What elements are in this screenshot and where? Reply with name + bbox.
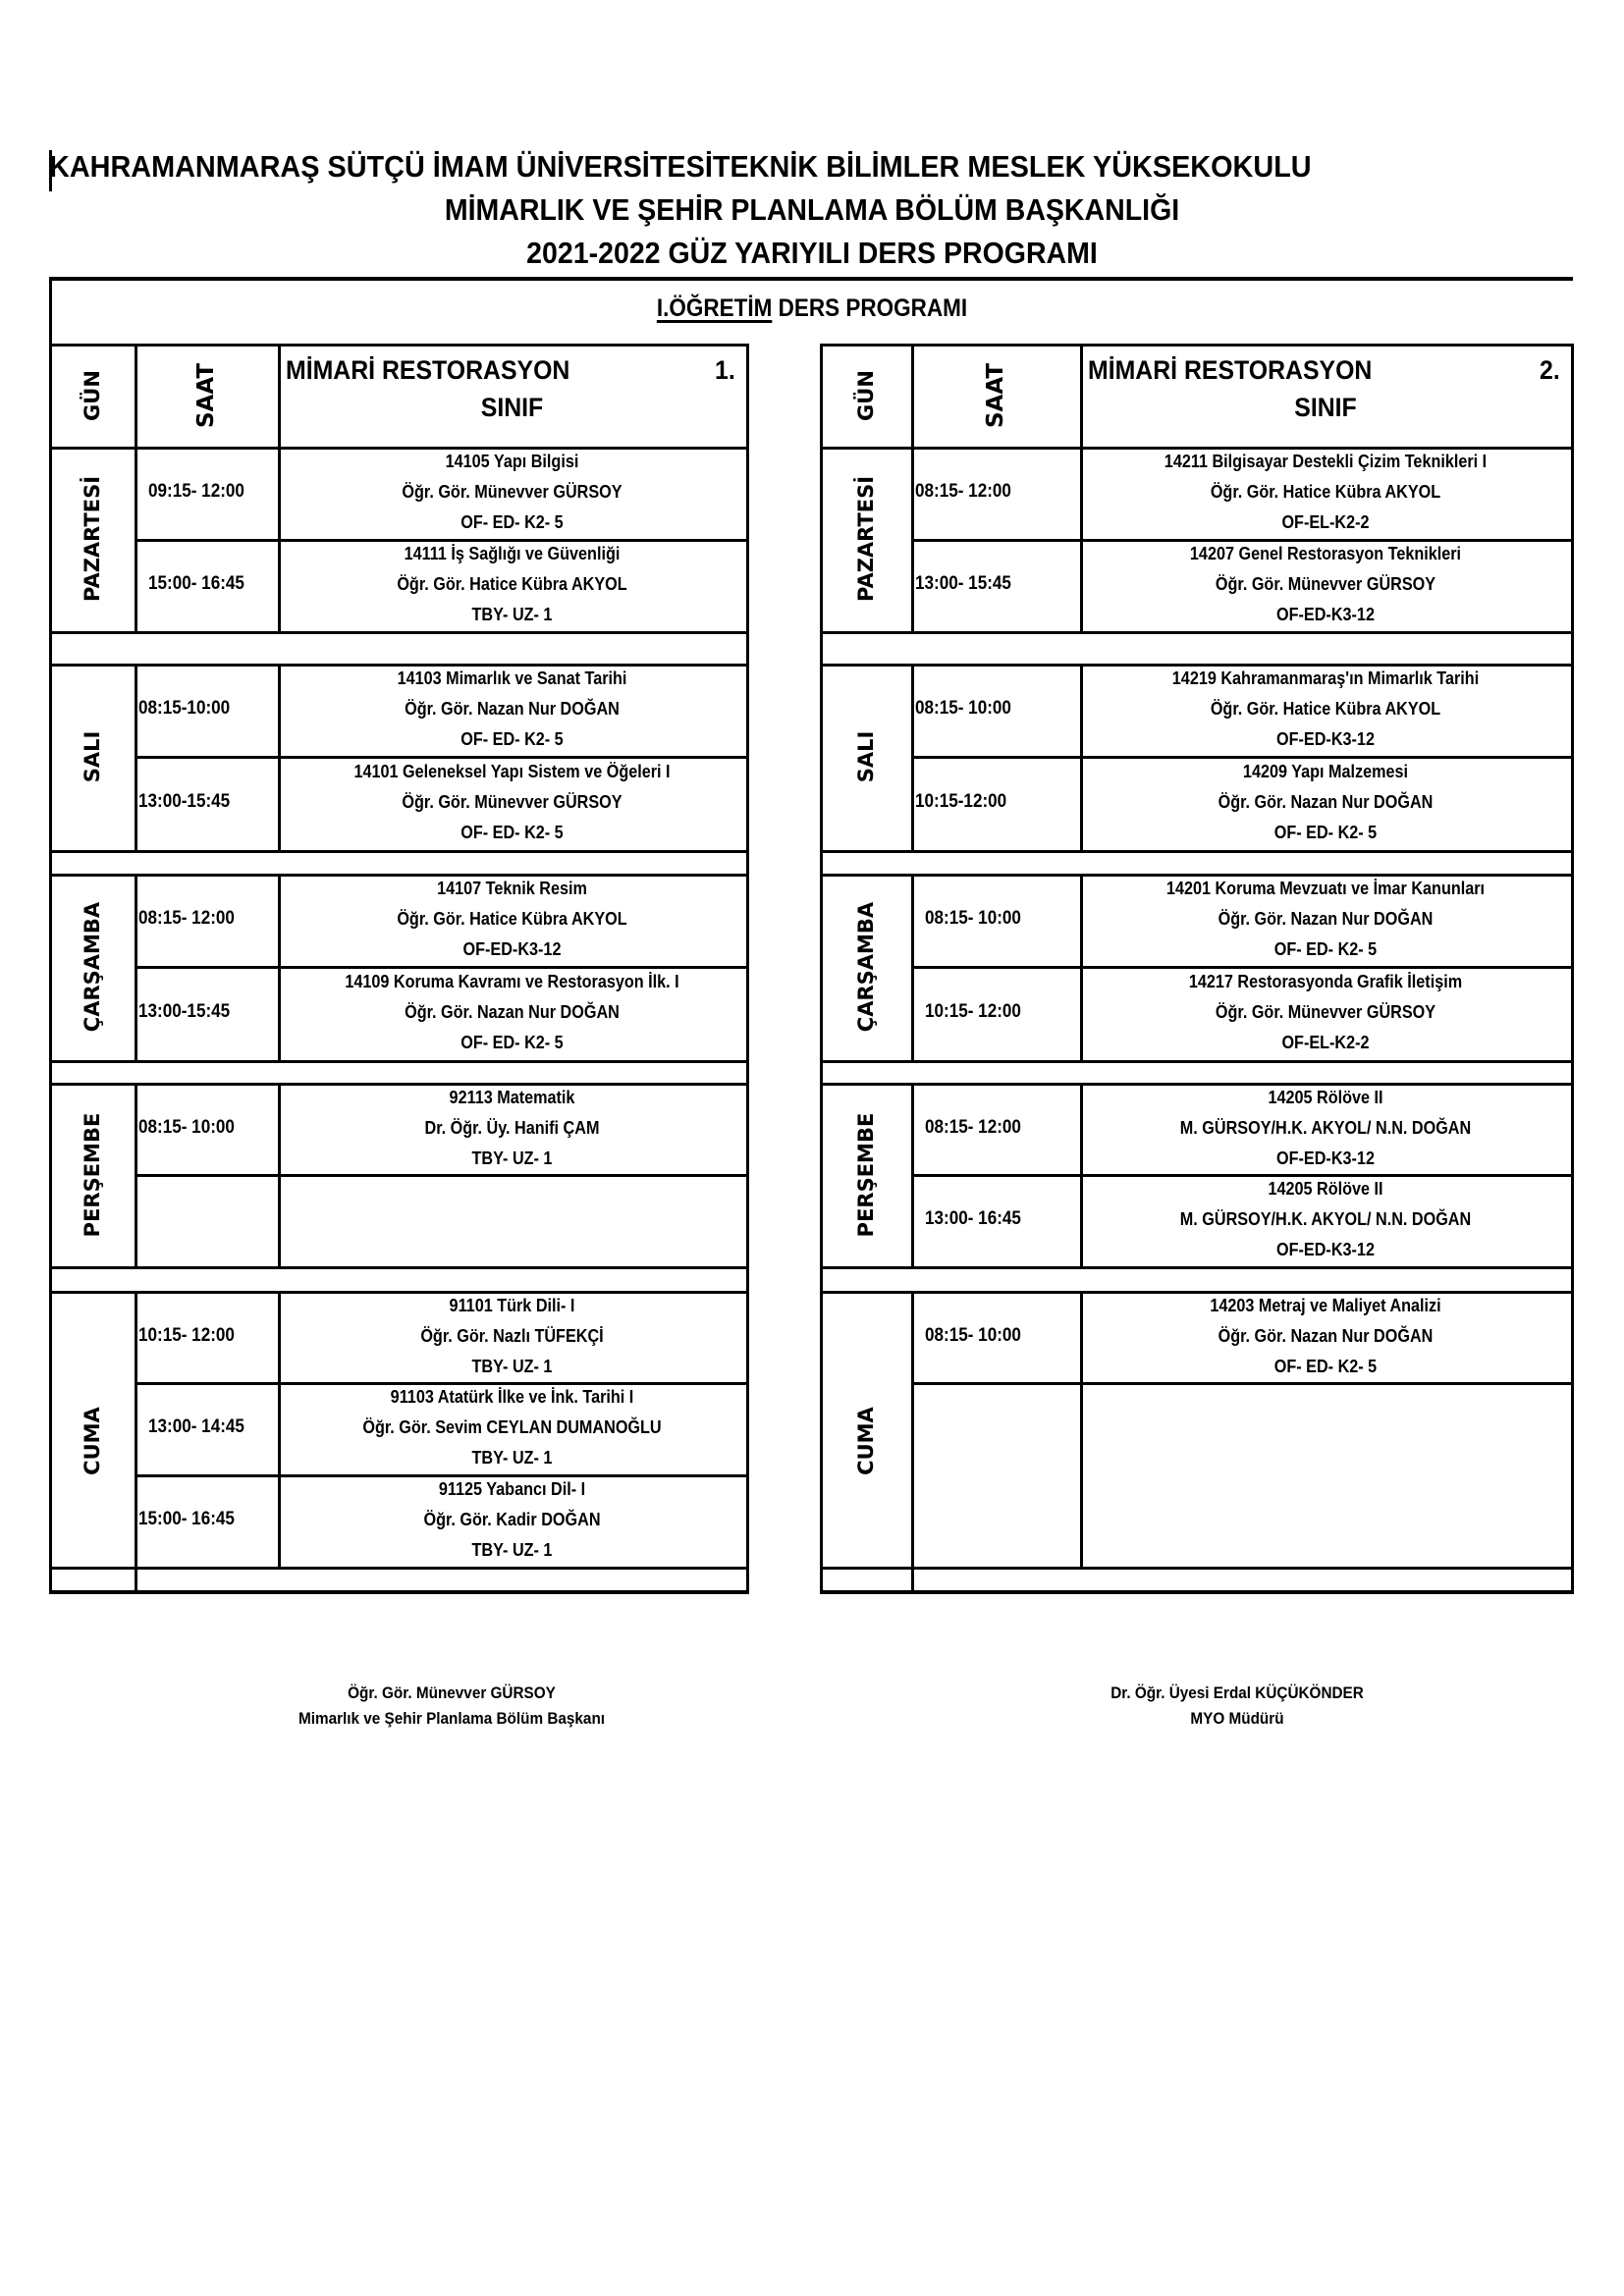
left-slot-course [278,1382,746,1473]
left-course-title: 14111 İş Sağlığı ve Güvenliği [404,544,621,563]
right-slot-course [1080,447,1571,538]
right-day-label: PAZARTESİ [853,475,878,603]
left-course-room: OF- ED- K2- 5 [460,823,564,842]
left-slot-course [278,757,746,848]
left-slot-course [278,1474,746,1566]
right-course-title: 14205 Rölöve II [1268,1179,1383,1199]
left-course-title: 91103 Atatürk İlke ve İnk. Tarihi I [390,1387,634,1407]
signature-left [222,1681,681,1732]
right-slot-course [1080,757,1571,848]
semester-title: 2021-2022 GÜZ YARIYILI DERS PROGRAMI [526,236,1098,270]
right-slot-time: 13:00- 16:45 [925,1208,1021,1229]
left-slot-time: 08:15- 10:00 [138,1116,235,1138]
left-slot-time: 15:00- 16:45 [138,1509,235,1529]
right-header-day-label: GÜN [853,369,878,421]
grid-line [820,850,1574,853]
left-day-0 [49,447,135,631]
right-course-instructor: Öğr. Gör. Münevver GÜRSOY [1215,1002,1436,1022]
right-course-instructor: M. GÜRSOY/H.K. AKYOL/ N.N. DOĞAN [1179,1117,1472,1138]
right-slot-time: 13:00- 15:45 [915,573,1011,594]
left-slot-time: 08:15- 12:00 [138,908,235,929]
grid-line [1080,344,1083,447]
header-rule [49,277,1573,281]
left-slot-course [278,664,746,755]
subtitle-rest: DERS PROGRAMI [772,294,968,322]
left-slot-time: 13:00-15:45 [138,1001,231,1022]
right-day-0 [820,447,911,631]
left-course-room: TBY- UZ- 1 [471,605,553,624]
right-slot-time: 08:15- 12:00 [925,1116,1021,1138]
signature-right-name: Dr. Öğr. Üyesi Erdal KÜÇÜKÖNDER [1110,1683,1364,1702]
right-course-instructor: Öğr. Gör. Hatice Kübra AKYOL [1210,699,1441,719]
left-day-2 [49,874,135,1060]
left-course-title: 14107 Teknik Resim [437,879,587,898]
grid-line [820,1266,1574,1269]
left-course-title: 91101 Türk Dili- I [449,1295,575,1315]
right-day-label: ÇARŞAMBA [853,901,878,1033]
right-class-number: 2. [1540,355,1560,385]
left-table-right-border [746,344,749,1593]
right-slot [911,1382,1571,1567]
left-slot-time: 09:15- 12:00 [148,481,244,502]
right-slot-course [1080,539,1571,630]
right-course-instructor: Öğr. Gör. Hatice Kübra AKYOL [1210,482,1441,502]
right-course-room: OF- ED- K2- 5 [1273,939,1378,959]
program-subtitle [81,294,1543,323]
signature-left-name: Öğr. Gör. Münevver GÜRSOY [348,1683,556,1702]
left-course-room: OF- ED- K2- 5 [460,1033,564,1052]
right-slot-course [1080,1174,1571,1265]
right-course-title: 14205 Rölöve II [1268,1087,1383,1107]
right-course-title: 14217 Restorasyonda Grafik İletişim [1188,972,1463,991]
left-day-label: CUMA [80,1406,104,1475]
right-day-label: SALI [853,730,878,783]
signature-right [1043,1681,1432,1732]
department-title: MİMARLIK VE ŞEHİR PLANLAMA BÖLÜM BAŞKANLIĞI [444,192,1180,227]
left-course-title: 14103 Mimarlık ve Sanat Tarihi [397,668,627,688]
right-course-title: 14201 Koruma Mevzuatı ve İmar Kanunları [1165,879,1486,898]
left-class-number: 1. [715,355,735,385]
left-day-label: PERŞEMBE [80,1112,104,1237]
left-course-room: OF- ED- K2- 5 [460,729,564,749]
education-type: I.ÖĞRETİM [656,294,773,322]
right-course-instructor: Öğr. Gör. Nazan Nur DOĞAN [1218,1325,1434,1346]
right-course-title: 14219 Kahramanmaraş'ın Mimarlık Tarihi [1171,668,1480,688]
frame-left-border [49,277,52,346]
left-day-label: ÇARŞAMBA [80,901,104,1033]
right-day-3 [820,1083,911,1266]
left-course-room: TBY- UZ- 1 [471,1540,553,1560]
right-table-right-border [1571,344,1574,1593]
left-course-instructor: Öğr. Gör. Hatice Kübra AKYOL [397,574,627,594]
left-slot-course [278,539,746,630]
right-day-1 [820,664,911,850]
right-course-room: OF-ED-K3-12 [1276,1240,1375,1259]
right-course-title: 14211 Bilgisayar Destekli Çizim Teknikleri I [1164,452,1488,471]
left-table-bottom-border [49,1590,749,1594]
left-slot [135,1174,746,1266]
left-slot-course [278,447,746,538]
right-slot-course [1080,1291,1571,1382]
right-slot-time: 08:15- 12:00 [915,481,1011,502]
left-course-title: 92113 Matematik [449,1087,575,1107]
grid-line [49,850,749,853]
right-slot-time: 08:15- 10:00 [925,908,1021,929]
right-day-label: PERŞEMBE [853,1112,878,1237]
left-slot-course [278,1291,746,1382]
left-slot-time: 13:00- 14:45 [148,1416,244,1437]
grid-line [278,344,281,447]
right-course-title: 14203 Metraj ve Maliyet Analizi [1210,1295,1441,1315]
right-slot-time: 10:15- 12:00 [925,1001,1021,1022]
grid-line [49,1060,749,1063]
left-course-title: 14105 Yapı Bilgisi [445,452,579,471]
left-slot-time: 15:00- 16:45 [148,573,244,594]
right-course-room: OF-ED-K3-12 [1276,605,1375,624]
left-slot-time: 10:15- 12:00 [138,1324,235,1346]
grid-line [49,1266,749,1269]
university-title: KAHRAMANMARAŞ SÜTÇÜ İMAM ÜNİVERSİTESİTEKNİK BİLİMLER MESLEK YÜKSEKOKULU [49,149,1312,184]
left-header-day [49,344,135,447]
right-class-word: SINIF [1294,393,1357,422]
left-course-room: TBY- UZ- 1 [471,1148,553,1168]
right-header-time [911,344,1080,447]
left-slot-course [278,874,746,965]
grid-line [49,631,749,634]
right-slot-course [1080,967,1571,1058]
left-day-4 [49,1291,135,1590]
left-slot-time: 08:15-10:00 [138,698,231,719]
left-header-time-label: SAAT [193,362,219,428]
left-course-room: TBY- UZ- 1 [471,1356,553,1376]
grid-line [820,1567,1574,1570]
signature-left-title: Mimarlık ve Şehir Planlama Bölüm Başkanı [298,1709,606,1728]
left-course-instructor: Öğr. Gör. Münevver GÜRSOY [402,482,623,502]
left-day-1 [49,664,135,850]
left-course-instructor: Öğr. Gör. Münevver GÜRSOY [402,792,623,812]
left-course-instructor: Öğr. Gör. Nazan Nur DOĞAN [405,699,620,719]
right-course-title: 14207 Genel Restorasyon Teknikleri [1189,544,1462,563]
right-table-bottom-border [820,1590,1574,1594]
right-course-instructor: M. GÜRSOY/H.K. AKYOL/ N.N. DOĞAN [1179,1209,1472,1229]
left-course-title: 14101 Geleneksel Yapı Sistem ve Öğeleri I [353,762,671,781]
left-slot-course [278,967,746,1058]
signature-right-title: MYO Müdürü [1190,1709,1284,1728]
left-course-room: TBY- UZ- 1 [471,1448,553,1468]
grid-line [820,1060,1574,1063]
left-course-instructor: Öğr. Gör. Hatice Kübra AKYOL [397,909,627,929]
left-course-room: OF-ED-K3-12 [462,939,562,959]
right-slot-time: 10:15-12:00 [915,791,1007,812]
right-course-room: OF-ED-K3-12 [1276,1148,1375,1168]
right-header-day [820,344,911,447]
right-slot-time: 08:15- 10:00 [915,698,1011,719]
left-day-3 [49,1083,135,1266]
grid-line [49,1567,749,1570]
right-course-room: OF- ED- K2- 5 [1273,823,1378,842]
left-course-instructor: Öğr. Gör. Nazlı TÜFEKÇİ [420,1325,604,1346]
left-course-instructor: Öğr. Gör. Nazan Nur DOĞAN [405,1002,620,1022]
right-day-2 [820,874,911,1060]
right-course-instructor: Öğr. Gör. Münevver GÜRSOY [1215,574,1436,594]
left-slot-time: 13:00-15:45 [138,791,231,812]
right-slot-course [1080,1083,1571,1174]
left-program-name: MİMARİ RESTORASYON [286,355,570,385]
grid-line [820,631,1574,634]
left-course-room: OF- ED- K2- 5 [460,512,564,532]
right-course-title: 14209 Yapı Malzemesi [1242,762,1409,781]
right-slot-course [1080,664,1571,755]
left-course-title: 14109 Koruma Kavramı ve Restorasyon İlk. I [345,972,679,991]
right-slot-course [1080,874,1571,965]
right-header-time-label: SAAT [983,362,1008,428]
left-course-instructor: Dr. Öğr. Üy. Hanifi ÇAM [424,1117,600,1138]
right-day-label: CUMA [853,1406,878,1475]
left-class-word: SINIF [480,393,544,422]
left-header-day-label: GÜN [80,369,104,421]
right-slot-time: 08:15- 10:00 [925,1324,1021,1346]
left-header-time [135,344,278,447]
left-course-title: 91125 Yabancı Dil- I [438,1479,586,1499]
right-program-name: MİMARİ RESTORASYON [1088,355,1373,385]
right-course-room: OF-ED-K3-12 [1276,729,1375,749]
right-course-room: OF-EL-K2-2 [1281,1033,1370,1052]
right-course-instructor: Öğr. Gör. Nazan Nur DOĞAN [1218,792,1434,812]
right-course-room: OF- ED- K2- 5 [1273,1356,1378,1376]
right-day-4 [820,1291,911,1590]
right-course-instructor: Öğr. Gör. Nazan Nur DOĞAN [1218,909,1434,929]
left-day-label: SALI [80,730,104,783]
left-course-instructor: Öğr. Gör. Sevim CEYLAN DUMANOĞLU [362,1417,662,1437]
left-course-instructor: Öğr. Gör. Kadir DOĞAN [423,1510,601,1529]
left-slot-course [278,1083,746,1174]
left-day-label: PAZARTESİ [80,475,104,603]
right-course-room: OF-EL-K2-2 [1281,512,1370,532]
